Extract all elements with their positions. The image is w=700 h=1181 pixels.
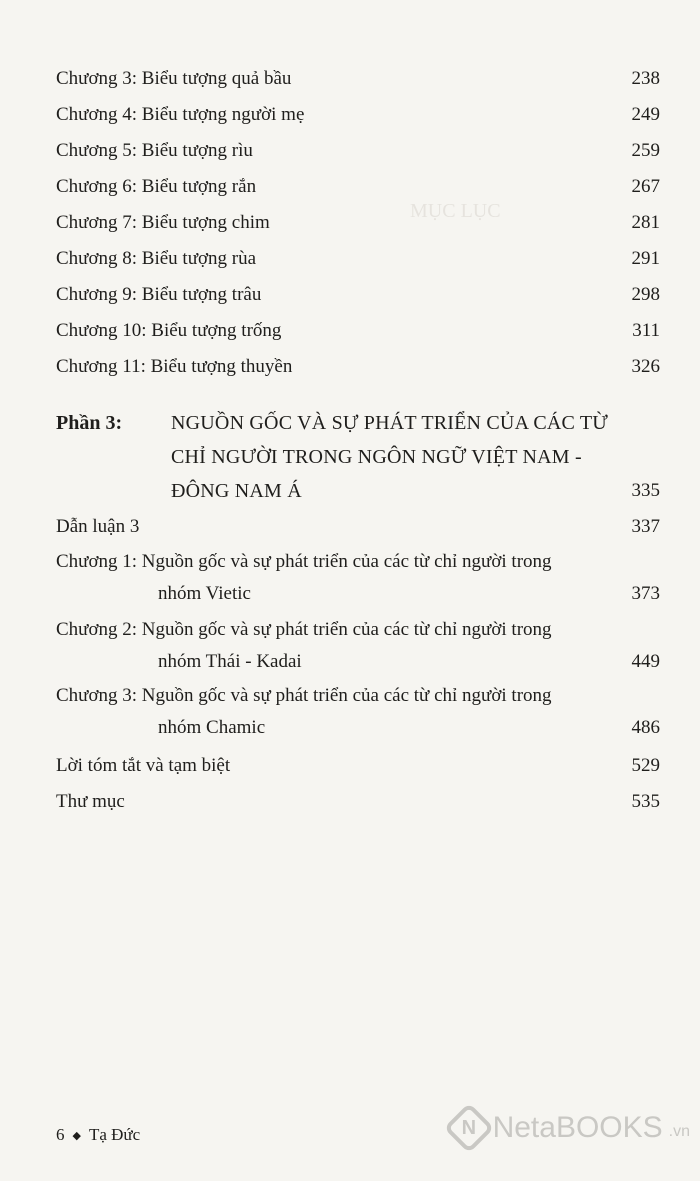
watermark-suffix: .vn [668,1123,690,1140]
toc-entry-label: Chương 6: Biểu tượng rắn [56,176,257,197]
toc-page-number: 486 [631,717,660,738]
toc-entry-label: Chương 8: Biểu tượng rùa [56,248,257,269]
toc-page-number: 326 [631,356,660,377]
watermark-brand: NetaBOOKS [492,1111,663,1144]
bleed-through-text: MỤC LỤC [410,200,501,222]
toc-entry-continuation: nhóm Chamic [158,717,266,738]
toc-page-number: 291 [631,248,660,269]
toc-page-number: 298 [631,284,660,305]
toc-entry-label: Thư mục [56,791,125,812]
toc-page-number: 281 [631,212,660,233]
toc-entry [56,679,660,745]
page-footer [56,1125,140,1145]
toc-entry-label: Lời tóm tắt và tạm biệt [56,755,231,776]
toc-entry-label: Chương 5: Biểu tượng rìu [56,140,253,161]
toc-entry-label: Chương 1: Nguồn gốc và sự phát triển của các từ chỉ người trong [56,551,552,572]
part-title [171,406,631,508]
toc-page-number: 535 [631,791,660,812]
footer-page-number: 6 [56,1125,65,1144]
toc-entry [56,545,660,611]
part-title-line: CHỈ NGƯỜI TRONG NGÔN NGỮ VIỆT NAM - [171,446,582,468]
toc-page-number: 449 [631,651,660,672]
toc-page-number: 249 [631,104,660,125]
toc-entry-label: Chương 9: Biểu tượng trâu [56,284,262,305]
toc-entry-label: Dẫn luận 3 [56,516,140,537]
toc-page-number: 337 [631,516,660,537]
toc-entry-label: Chương 2: Nguồn gốc và sự phát triển của các từ chỉ người trong [56,619,552,640]
toc-entry [56,613,660,679]
toc-entry-label: Chương 3: Nguồn gốc và sự phát triển của các từ chỉ người trong [56,685,552,706]
watermark [451,1110,690,1146]
part-title-line: ĐÔNG NAM Á [171,480,302,502]
toc-page-number: 529 [631,755,660,776]
toc-entry-continuation: nhóm Vietic [158,583,251,604]
toc-page-number: 238 [631,68,660,89]
footer-author: Tạ Đức [88,1125,141,1144]
toc-entry-label: Chương 3: Biểu tượng quả bầu [56,68,292,89]
diamond-icon: ◆ [72,1129,81,1142]
toc-entry-label: Chương 10: Biểu tượng trống [56,320,282,341]
toc-entry-label: Chương 11: Biểu tượng thuyền [56,356,293,377]
toc-page-number: 373 [631,583,660,604]
toc-page-number: 335 [631,480,660,501]
toc-page-number: 259 [631,140,660,161]
toc-page-number: 311 [632,320,660,341]
netabooks-logo-icon: N [443,1103,494,1154]
toc-entry-label: Chương 4: Biểu tượng người mẹ [56,104,305,125]
part-title-line: NGUỒN GỐC VÀ SỰ PHÁT TRIỂN CỦA CÁC TỪ [171,412,609,434]
toc-entry-label: Chương 7: Biểu tượng chim [56,212,270,233]
toc-entry-continuation: nhóm Thái - Kadai [158,651,302,672]
part-label: Phần 3: [56,412,123,434]
toc-page-number: 267 [631,176,660,197]
